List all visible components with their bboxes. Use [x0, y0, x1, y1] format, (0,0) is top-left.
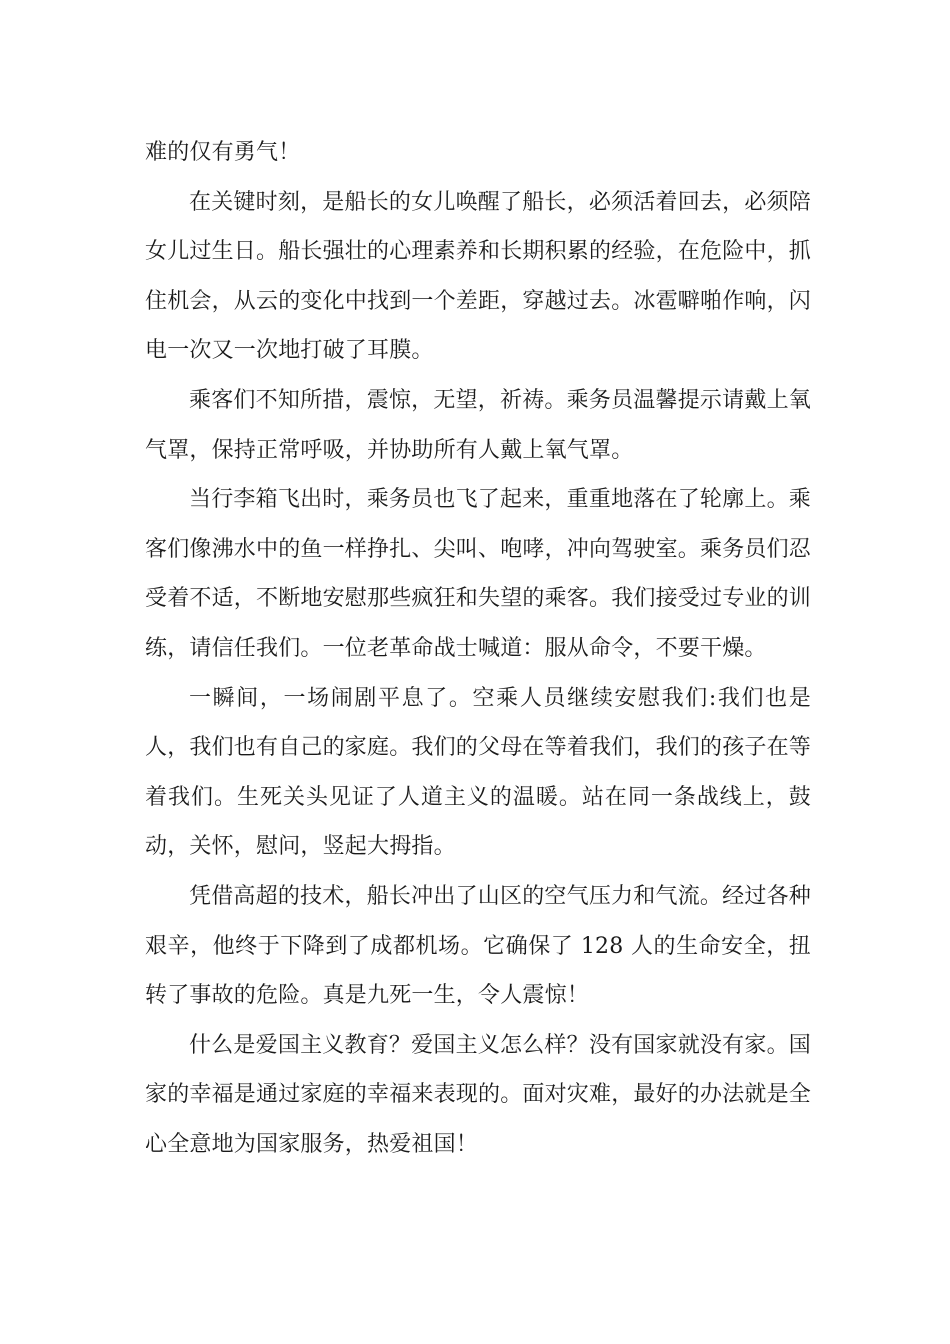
- paragraph-calm-restored: 一瞬间，一场闹剧平息了。空乘人员继续安慰我们:我们也是人，我们也有自己的家庭。我们的父母在等着我们，我们的孩子在等着我们。生死关头见证了人道主义的温暖。站在同一条战线上，鼓动，关怀，慰问，竖起大拇指。: [145, 685, 812, 860]
- paragraph-continuation: 难的仅有勇气！: [145, 140, 301, 165]
- document-body: [145, 128, 811, 1169]
- paragraph-passengers-oxygen: 乘客们不知所措，震惊，无望，祈祷。乘务员温馨提示请戴上氧气罩，保持正常呼吸，并协助所有人戴上氧气罩。: [145, 387, 811, 463]
- paragraph-patriotism: 什么是爱国主义教育？爱国主义怎么样？没有国家就没有家。国家的幸福是通过家庭的幸福来表现的。面对灾难，最好的办法就是全心全意地为国家服务，热爱祖国！: [145, 1032, 812, 1157]
- paragraph-captain-daughter: 在关键时刻，是船长的女儿唤醒了船长，必须活着回去，必须陪女儿过生日。船长强壮的心理素养和长期积累的经验，在危险中，抓住机会，从云的变化中找到一个差距，穿越过去。冰雹噼啪作响，闪电一次又一次地打破了耳膜。: [145, 189, 812, 364]
- paragraph-luggage-flying: 当行李箱飞出时，乘务员也飞了起来，重重地落在了轮廓上。乘客们像沸水中的鱼一样挣扎、尖叫、咆哮，冲向驾驶室。乘务员们忍受着不适，不断地安慰那些疯狂和失望的乘客。我们接受过专业的训练，请信任我们。一位老革命战士喊道：服从命令，不要干燥。: [145, 487, 812, 661]
- paragraph-landing-chengdu: 凭借高超的技术，船长冲出了山区的空气压力和气流。经过各种艰辛，他终于下降到了成都机场。它确保了 128 人的生命安全，扭转了事故的危险。真是九死一生，令人震惊！: [145, 883, 811, 1009]
